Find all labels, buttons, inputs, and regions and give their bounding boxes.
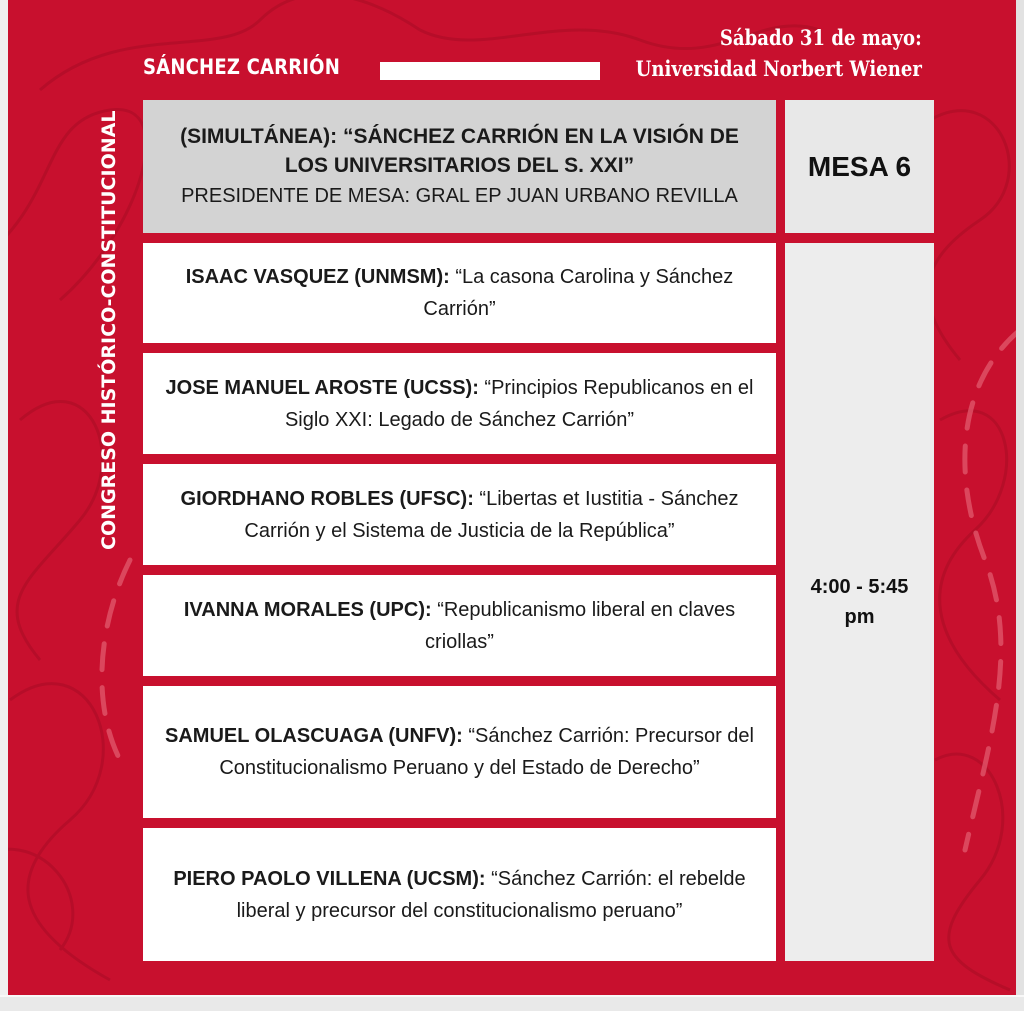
talk-speaker: IVANNA MORALES (UPC): (183, 598, 432, 621)
session-president: PRESIDENTE DE MESA: GRAL EP JUAN URBANO REVILLA (181, 185, 738, 207)
side-label: CONGRESO HISTÓRICO-CONSTITUCIONAL (98, 110, 120, 550)
session-time-line-1: 4:00 - 5:45 (810, 576, 909, 598)
talk-title: “Principios Republicanos en el Siglo XXI: Legado de Sánchez Carrión” (284, 376, 754, 431)
session-title-box (143, 100, 776, 233)
header-venue: Universidad Norbert Wiener (635, 56, 922, 81)
talk-speaker: PIERO PAOLO VILLENA (UCSM): (173, 867, 486, 890)
talk-title: “La casona Carolina y Sánchez Carrión” (423, 266, 734, 320)
session-title-line-1: (SIMULTÁNEA): “SÁNCHEZ CARRIÓN EN LA VISIÓN DE (180, 125, 739, 148)
talk-item (143, 353, 776, 454)
talk-speaker: JOSE MANUEL AROSTE (UCSS): (165, 376, 479, 399)
talk-item (143, 686, 776, 818)
talk-item (143, 464, 776, 565)
talk-item (143, 828, 776, 961)
mesa-label: MESA 6 (785, 100, 934, 233)
talk-speaker: GIORDHANO ROBLES (UFSC): (180, 487, 474, 510)
talk-title: “Sánchez Carrión: Precursor del Constitucionalismo Peruano y del Estado de Derecho” (219, 725, 754, 779)
right-edge-strip (1016, 0, 1024, 1011)
talk-speaker: SAMUEL OLASCUAGA (UNFV): (165, 725, 463, 747)
header-date: Sábado 31 de mayo: (720, 25, 922, 50)
bottom-edge-strip (0, 995, 1024, 1011)
session-title-line-2: LOS UNIVERSITARIOS DEL S. XXI” (284, 154, 635, 177)
talk-item (143, 243, 776, 343)
talk-title: “Sánchez Carrión: el rebelde liberal y precursor del constitucionalismo peruano” (236, 867, 746, 922)
header-divider-bar (380, 62, 600, 80)
talk-title: “Libertas et Iustitia - Sánchez Carrión y el Sistema de Justicia de la República” (244, 487, 739, 542)
talk-speaker: ISAAC VASQUEZ (UNMSM): (185, 266, 450, 288)
session-title (168, 122, 751, 180)
session-time (800, 572, 920, 632)
session-time-box (785, 243, 934, 961)
talk-title: “Republicanismo liberal en claves criollas” (425, 598, 736, 653)
header-name: SÁNCHEZ CARRIÓN (143, 55, 341, 79)
talk-item (143, 575, 776, 676)
session-time-line-2: pm (844, 606, 875, 628)
left-edge-strip (0, 0, 8, 1011)
